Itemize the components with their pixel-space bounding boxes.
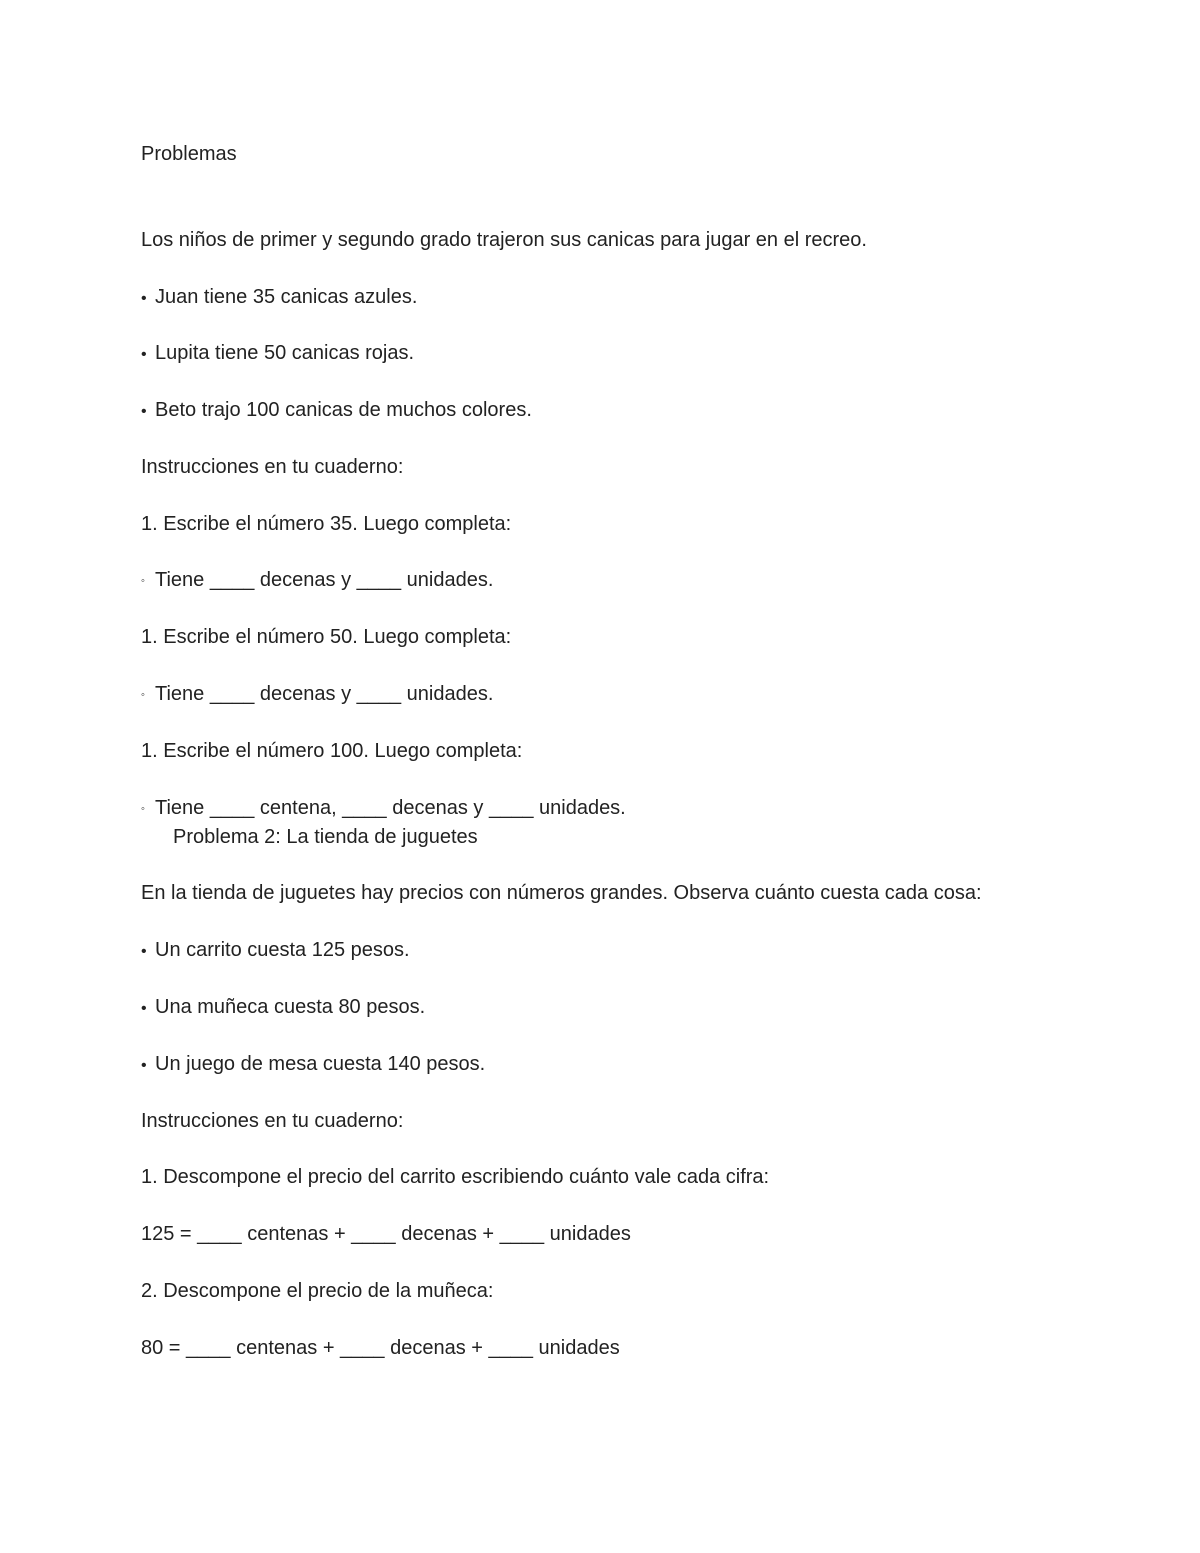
problem2-item [141, 995, 425, 1021]
fill-in-text: Tiene ____ decenas y ____ unidades. [155, 569, 494, 591]
problem2-title: Problema 2: La tienda de juguetes [173, 826, 478, 848]
bullet-icon: • [141, 1000, 147, 1017]
problem1-step: 1. Escribe el número 100. Luego completa: [141, 740, 523, 762]
fill-in-text: Tiene ____ centena, ____ decenas y ____ unidades. [155, 797, 626, 819]
problem2-item [141, 938, 410, 964]
problem1-fill-in [141, 796, 626, 821]
problem2-item-text: Un juego de mesa cuesta 140 pesos. [155, 1053, 486, 1075]
problem1-item [141, 341, 414, 367]
problem1-item-text: Juan tiene 35 canicas azules. [155, 286, 418, 308]
bullet-icon: • [141, 1057, 147, 1074]
problem1-item [141, 285, 417, 311]
bullet-icon: • [141, 403, 147, 420]
bullet-icon: • [141, 346, 147, 363]
problem1-item-text: Lupita tiene 50 canicas rojas. [155, 342, 415, 364]
problem2-step: 1. Descompone el precio del carrito escribiendo cuánto vale cada cifra: [141, 1166, 770, 1188]
bullet-icon: • [141, 943, 147, 960]
problem2-equation: 80 = ____ centenas + ____ decenas + ____ unidades [141, 1337, 620, 1359]
problem1-item [141, 398, 532, 424]
open-bullet-icon: ◦ [141, 803, 145, 815]
open-bullet-icon: ◦ [141, 689, 145, 701]
page-heading: Problemas [141, 143, 237, 165]
problem1-step: 1. Escribe el número 50. Luego completa: [141, 626, 512, 648]
problem2-item [141, 1052, 485, 1078]
bullet-icon: • [141, 290, 147, 307]
problem1-fill-in [141, 682, 493, 707]
problem1-instructions-title: Instrucciones en tu cuaderno: [141, 456, 404, 478]
problem1-item-text: Beto trajo 100 canicas de muchos colores. [155, 399, 532, 421]
fill-in-text: Tiene ____ decenas y ____ unidades. [155, 683, 494, 705]
problem2-item-text: Una muñeca cuesta 80 pesos. [155, 996, 426, 1018]
problem2-step: 2. Descompone el precio de la muñeca: [141, 1280, 494, 1302]
problem2-instructions-title: Instrucciones en tu cuaderno: [141, 1110, 404, 1132]
problem1-fill-in [141, 568, 493, 593]
open-bullet-icon: ◦ [141, 575, 145, 587]
problem1-step: 1. Escribe el número 35. Luego completa: [141, 513, 512, 535]
problem2-intro: En la tienda de juguetes hay precios con números grandes. Observa cuánto cuesta cada cosa: [141, 882, 982, 904]
problem2-equation: 125 = ____ centenas + ____ decenas + ____ unidades [141, 1223, 631, 1245]
problem1-intro: Los niños de primer y segundo grado trajeron sus canicas para jugar en el recreo. [141, 229, 867, 251]
problem2-item-text: Un carrito cuesta 125 pesos. [155, 939, 410, 961]
